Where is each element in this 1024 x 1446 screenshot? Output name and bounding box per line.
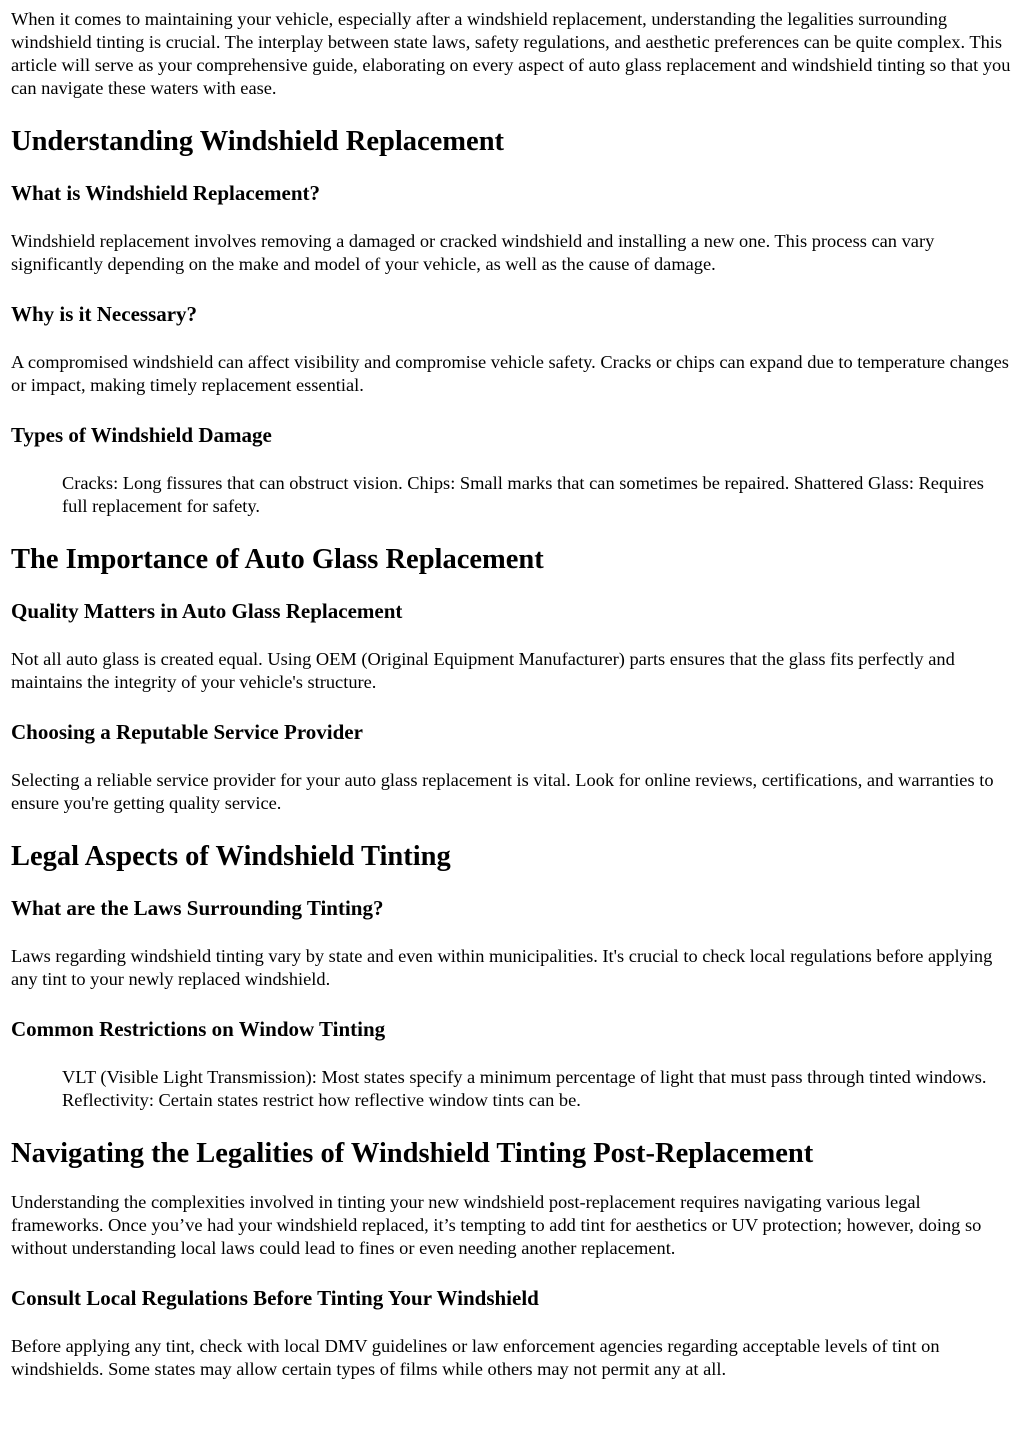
subheading-choosing-service-provider: Choosing a Reputable Service Provider bbox=[11, 720, 363, 744]
subheading-types-of-windshield-damage: Types of Windshield Damage bbox=[11, 423, 272, 447]
subheading-what-is-windshield-replacement: What is Windshield Replacement? bbox=[11, 181, 321, 205]
subheading-common-restrictions: Common Restrictions on Window Tinting bbox=[11, 1017, 386, 1041]
paragraph-consult-local-regulations: Before applying any tint, check with local DMV guidelines or law enforcement agencies regarding acceptable levels of tint on windshields. Some states may allow certain types of films while others may not permit any at all. bbox=[11, 1336, 940, 1379]
section-heading-importance-of-auto-glass-replacement: The Importance of Auto Glass Replacement bbox=[11, 544, 544, 575]
section-heading-understanding-windshield-replacement: Understanding Windshield Replacement bbox=[11, 126, 505, 157]
paragraph-common-restrictions: VLT (Visible Light Transmission): Most states specify a minimum percentage of light that must pass through tinted windows. Reflectivity: Certain states restrict how reflective window tints can be. bbox=[62, 1067, 987, 1110]
paragraph-navigating-legalities: Understanding the complexities involved in tinting your new windshield post-replacement requires navigating various legal frameworks. Once you’ve had your windshield replaced, it’s tempting to add tint for aesthetics or UV protection; however, doing so without understanding local laws could lead to fines or even needing another replacement. bbox=[11, 1192, 982, 1258]
subheading-why-is-it-necessary: Why is it Necessary? bbox=[11, 302, 198, 326]
paragraph-why-is-it-necessary: A compromised windshield can affect visibility and compromise vehicle safety. Cracks or chips can expand due to temperature changes or impact, making timely replacement essential. bbox=[11, 352, 1009, 395]
section-heading-navigating-legalities: Navigating the Legalities of Windshield Tinting Post-Replacement bbox=[11, 1138, 814, 1169]
intro-paragraph: When it comes to maintaining your vehicle, especially after a windshield replacement, understanding the legalities surrounding windshield tinting is crucial. The interplay between state laws, safety regulations, and aesthetic preferences can be quite complex. This article will serve as your comprehensive guide, elaborating on every aspect of auto glass replacement and windshield tinting so that you can navigate these waters with ease. bbox=[11, 9, 1011, 98]
paragraph-laws-surrounding-tinting: Laws regarding windshield tinting vary by state and even within municipalities. It's crucial to check local regulations before applying any tint to your newly replaced windshield. bbox=[11, 946, 993, 989]
paragraph-what-is-windshield-replacement: Windshield replacement involves removing a damaged or cracked windshield and installing a new one. This process can vary significantly depending on the make and model of your vehicle, as well as the cause of damage. bbox=[11, 231, 935, 274]
paragraph-quality-matters: Not all auto glass is created equal. Using OEM (Original Equipment Manufacturer) parts ensures that the glass fits perfectly and maintains the integrity of your vehicle's structure. bbox=[11, 649, 955, 692]
section-heading-legal-aspects-of-tinting: Legal Aspects of Windshield Tinting bbox=[11, 841, 451, 872]
subheading-laws-surrounding-tinting: What are the Laws Surrounding Tinting? bbox=[11, 896, 384, 920]
paragraph-types-of-windshield-damage: Cracks: Long fissures that can obstruct vision. Chips: Small marks that can sometimes be repaired. Shattered Glass: Requires full replacement for safety. bbox=[62, 473, 984, 516]
subheading-quality-matters: Quality Matters in Auto Glass Replacement bbox=[11, 599, 403, 623]
subheading-consult-local-regulations: Consult Local Regulations Before Tinting Your Windshield bbox=[11, 1286, 539, 1310]
paragraph-choosing-service-provider: Selecting a reliable service provider for your auto glass replacement is vital. Look for online reviews, certifications, and warranties to ensure you're getting quality service. bbox=[11, 770, 994, 813]
